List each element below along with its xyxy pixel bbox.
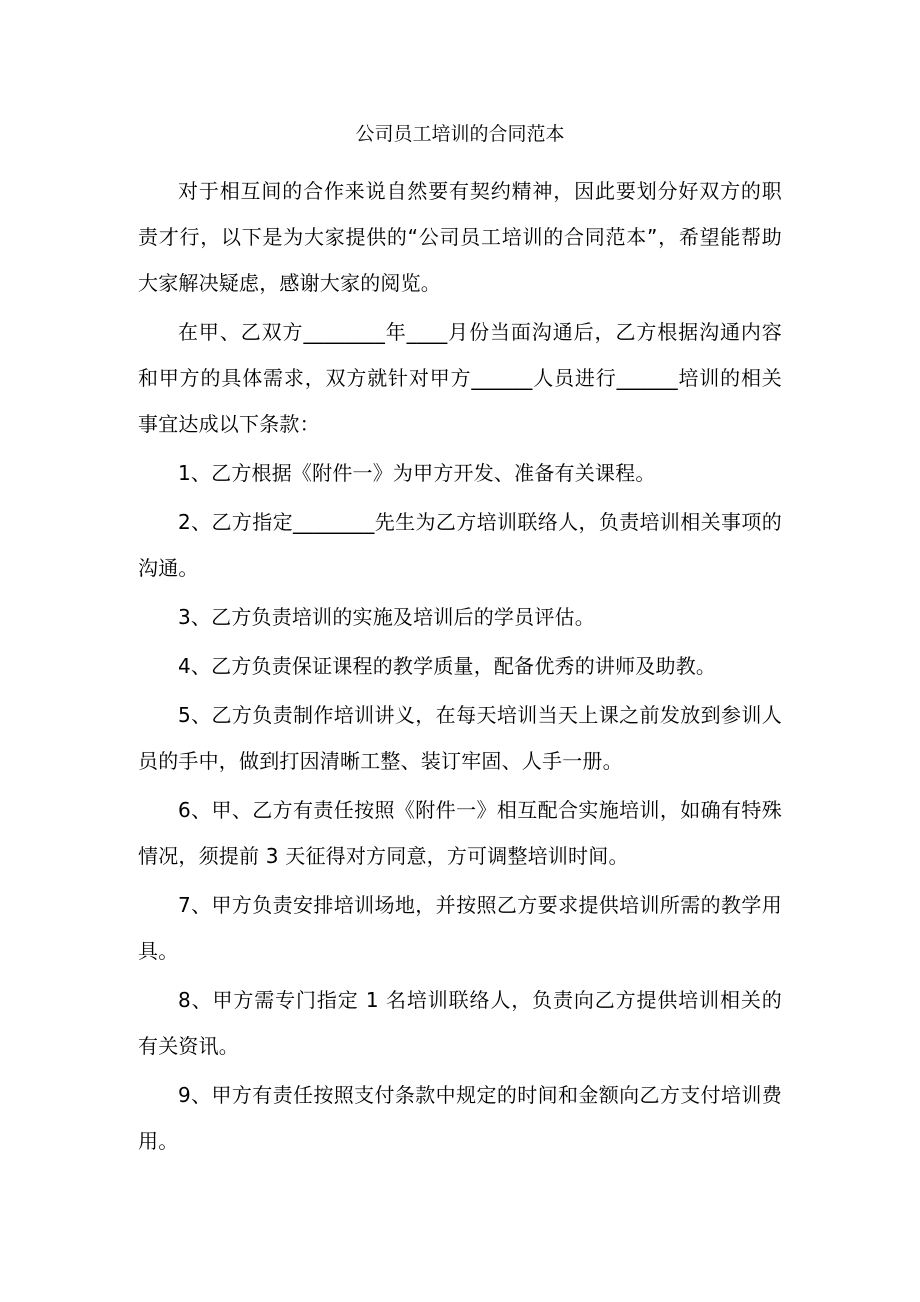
preamble-paragraph: 在甲、乙双方________年____月份当面沟通后，乙方根据沟通内容和甲方的具体需求，双方就针对甲方______人员进行______培训的相关事宜达成以下条款： <box>138 320 782 436</box>
clause-8: 8、甲方需专门指定 1 名培训联络人，负责向乙方提供培训相关的有关资讯。 <box>138 988 782 1058</box>
clause-1: 1、乙方根据《附件一》为甲方开发、准备有关课程。 <box>178 461 656 485</box>
clause-7: 7、甲方负责安排培训场地，并按照乙方要求提供培训所需的教学用具。 <box>138 893 782 963</box>
document-title: 公司员工培训的合同范本 <box>355 123 565 145</box>
clause-9: 9、甲方有责任按照支付条款中规定的时间和金额向乙方支付培训费用。 <box>138 1083 782 1153</box>
clause-2: 2、乙方指定________先生为乙方培训联络人，负责培训相关事项的沟通。 <box>138 510 782 580</box>
clause-3: 3、乙方负责培训的实施及培训后的学员评估。 <box>178 605 595 629</box>
intro-paragraph: 对于相互间的合作来说自然要有契约精神，因此要划分好双方的职责才行，以下是为大家提供的“公司员工培训的合同范本”，希望能帮助大家解决疑虑，感谢大家的阅览。 <box>138 179 782 295</box>
clause-6: 6、甲、乙方有责任按照《附件一》相互配合实施培训，如确有特殊情况，须提前 3 天征得对方同意，方可调整培训时间。 <box>138 798 782 868</box>
document-body <box>138 168 782 1167</box>
clause-4: 4、乙方负责保证课程的教学质量，配备优秀的讲师及助教。 <box>178 654 717 678</box>
clause-5: 5、乙方负责制作培训讲义，在每天培训当天上课之前发放到参训人员的手中，做到打因清晰工整、装订牢固、人手一册。 <box>138 703 782 773</box>
